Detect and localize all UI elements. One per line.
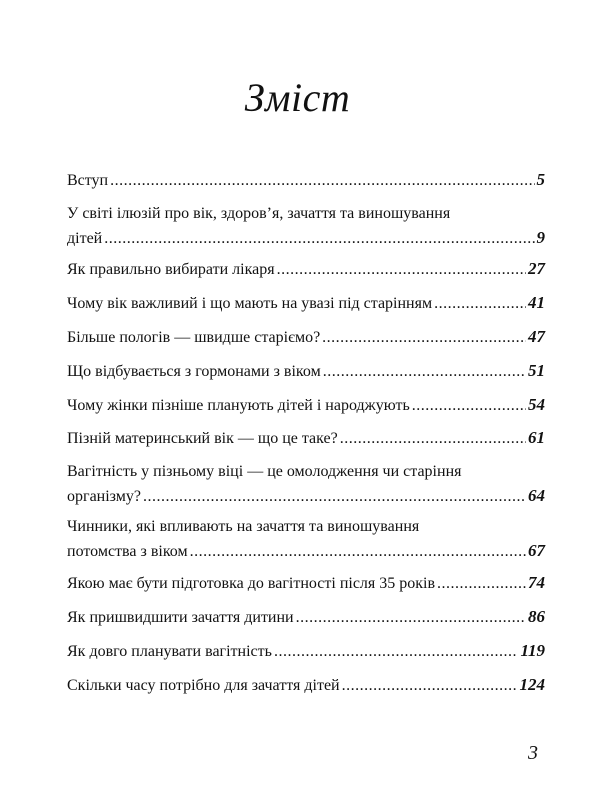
toc-entry-title: Як довго планувати вагітність [67, 643, 272, 660]
toc-page-number: 41 [528, 293, 545, 312]
toc-page-number: 64 [528, 486, 545, 505]
toc-page-number: 47 [528, 327, 545, 346]
toc-entry [67, 426, 545, 451]
toc-entry-title-continued: дітей [67, 230, 103, 247]
toc-entry [67, 325, 545, 350]
toc-entry [67, 460, 545, 509]
toc-entry [67, 515, 545, 564]
toc-entry [67, 202, 545, 251]
toc-entry [67, 291, 545, 316]
toc-entry [67, 639, 545, 664]
toc-entry-title: Чому вік важливий і що мають на увазі під старінням [67, 295, 433, 312]
toc-entry [67, 673, 545, 698]
toc-entry [67, 257, 545, 282]
toc-page-number: 54 [528, 395, 545, 414]
toc-entry-title: Якою має бути підготовка до вагітності після 35 років [67, 575, 436, 592]
toc-entry-title: У світі ілюзій про вік, здоров’я, зачаття та виношування [67, 205, 451, 222]
leader-dots [412, 394, 526, 418]
toc-page-number: 61 [528, 428, 545, 447]
toc-page-number: 51 [528, 361, 545, 380]
toc-entry-title: Скільки часу потрібно для зачаття дітей [67, 677, 340, 694]
leader-dots [143, 485, 526, 509]
leader-dots [342, 674, 518, 698]
toc-entry-title: Як пришвидшити зачаття дитини [67, 609, 294, 626]
toc-entry-title: Чинники, які впливають на зачаття та виношування [67, 518, 420, 535]
toc-entry-title: Пізній материнський вік — що це таке? [67, 430, 338, 447]
page-number: 3 [528, 742, 538, 764]
toc-entry-title: Більше пологів — швидше старіємо? [67, 329, 321, 346]
toc-entry [67, 605, 545, 630]
toc-page-number: 27 [528, 259, 545, 278]
leader-dots [323, 360, 526, 384]
leader-dots [322, 326, 526, 350]
toc-page-number: 124 [519, 675, 545, 694]
toc-entry [67, 393, 545, 418]
toc-page-number: 86 [528, 607, 545, 626]
toc-page-number: 9 [536, 228, 545, 247]
toc-entry [67, 359, 545, 384]
toc-entry-title: Чому жінки пізніше планують дітей і народжують [67, 397, 410, 414]
toc-entry-title: Що відбувається з гормонами з віком [67, 363, 321, 380]
leader-dots [434, 292, 526, 316]
toc-entry-title: Вступ [67, 172, 109, 189]
leader-dots [274, 640, 518, 664]
leader-dots [437, 572, 526, 596]
toc-page-number: 74 [528, 573, 545, 592]
toc-entry-title: Вагітність у пізньому віці — це омолодження чи старіння [67, 463, 462, 480]
toc-entry [67, 571, 545, 596]
toc-page-number: 119 [520, 641, 545, 660]
leader-dots [190, 540, 526, 564]
leader-dots [110, 169, 534, 193]
toc-entry-title-continued: організму? [67, 488, 141, 505]
toc-entry [67, 168, 545, 193]
toc-entry-title: Як правильно вибирати лікаря [67, 261, 275, 278]
leader-dots [296, 606, 526, 630]
leader-dots [104, 227, 534, 251]
toc-page-number: 5 [536, 170, 545, 189]
toc-page-number: 67 [528, 541, 545, 560]
toc-entry-title-continued: потомства з віком [67, 543, 188, 560]
leader-dots [277, 258, 526, 282]
page-title: Зміст [244, 75, 351, 120]
leader-dots [340, 427, 526, 451]
